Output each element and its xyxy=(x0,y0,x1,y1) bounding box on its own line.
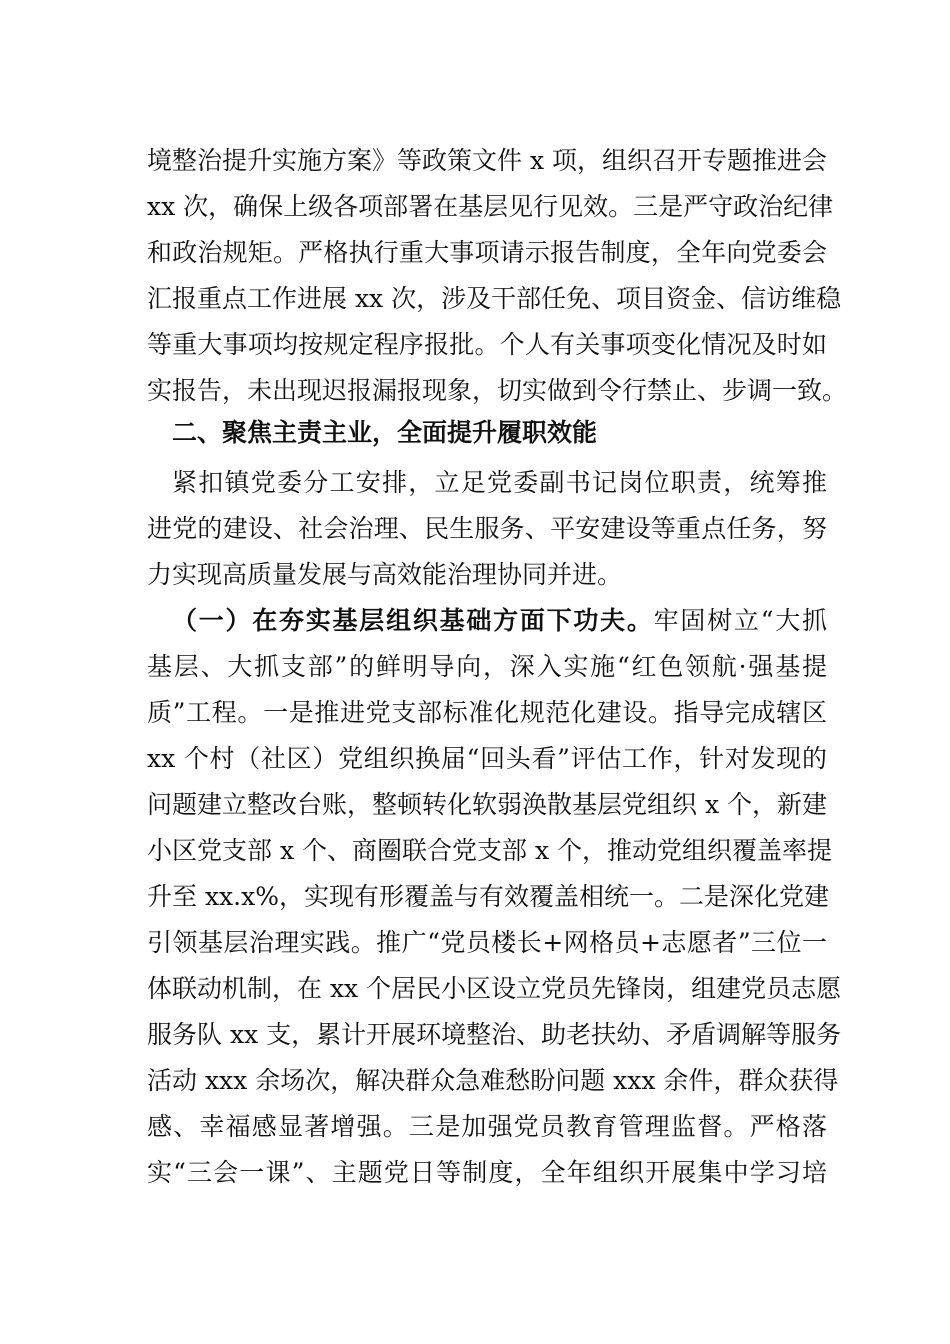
body-text-line: 服务队 xx 支，累计开展环境整治、助老扶幼、矛盾调解等服务 xyxy=(147,1020,842,1049)
body-text-line: 问题建立整改台账，整顿转化软弱涣散基层党组织 x 个，新建 xyxy=(147,790,827,819)
body-text-line: 体联动机制，在 xx 个居民小区设立党员先锋岗，组建党员志愿 xyxy=(147,974,842,1003)
body-text-line: 质”工程。一是推进党支部标准化规范化建设。指导完成辖区 xyxy=(147,698,827,727)
body-text-line: 引领基层治理实践。推广“党员楼长+网格员+志愿者”三位一 xyxy=(147,928,827,957)
body-text-run: 牢固树立“大抓 xyxy=(653,606,827,635)
body-text-line: 基层、大抓支部”的鲜明导向，深入实施“红色领航·强基提 xyxy=(147,652,827,681)
body-text-line: 活动 xxx 余场次，解决群众急难愁盼问题 xxx 余件，群众获得 xyxy=(147,1066,839,1095)
body-text-line: 和政治规矩。严格执行重大事项请示报告制度，全年向党委会 xyxy=(147,238,827,267)
body-text-line: 境整治提升实施方案》等政策文件 x 项，组织召开专题推进会 xyxy=(147,146,827,175)
body-text-line: 紧扣镇党委分工安排，立足党委副书记岗位职责，统筹推 xyxy=(172,468,827,497)
body-text-line: 进党的建设、社会治理、民生服务、平安建设等重点任务，努 xyxy=(147,514,827,543)
body-text-line: xx 次，确保上级各项部署在基层见行见效。三是严守政治纪律 xyxy=(147,192,834,221)
body-text-line: 等重大事项均按规定程序报批。个人有关事项变化情况及时如 xyxy=(147,330,827,359)
body-text-line: 实报告，未出现迟报漏报现象，切实做到令行禁止、步调一致。 xyxy=(147,376,848,405)
body-text-line: 实“三会一课”、主题党日等制度，全年组织开展集中学习培 xyxy=(147,1158,827,1187)
body-text-line: 小区党支部 x 个、商圈联合党支部 x 个，推动党组织覆盖率提 xyxy=(147,836,832,865)
subsection-heading: （一）在夯实基层组织基础方面下功夫。 xyxy=(172,606,654,635)
body-text-line: 力实现高质量发展与高效能治理协同并进。 xyxy=(147,560,623,589)
body-text-line: 汇报重点工作进展 xx 次，涉及干部任免、项目资金、信访维稳 xyxy=(147,284,842,313)
body-text-line: 感、幸福感显著增强。三是加强党员教育管理监督。严格落 xyxy=(147,1112,827,1141)
section-heading: 二、聚焦主责主业，全面提升履职效能 xyxy=(172,418,598,447)
body-text-line: 升至 xx.x%，实现有形覆盖与有效覆盖相统一。二是深化党建 xyxy=(147,882,829,911)
subsection-first-line xyxy=(172,598,827,644)
body-text-line: xx 个村（社区）党组织换届“回头看”评估工作，针对发现的 xyxy=(147,744,827,773)
